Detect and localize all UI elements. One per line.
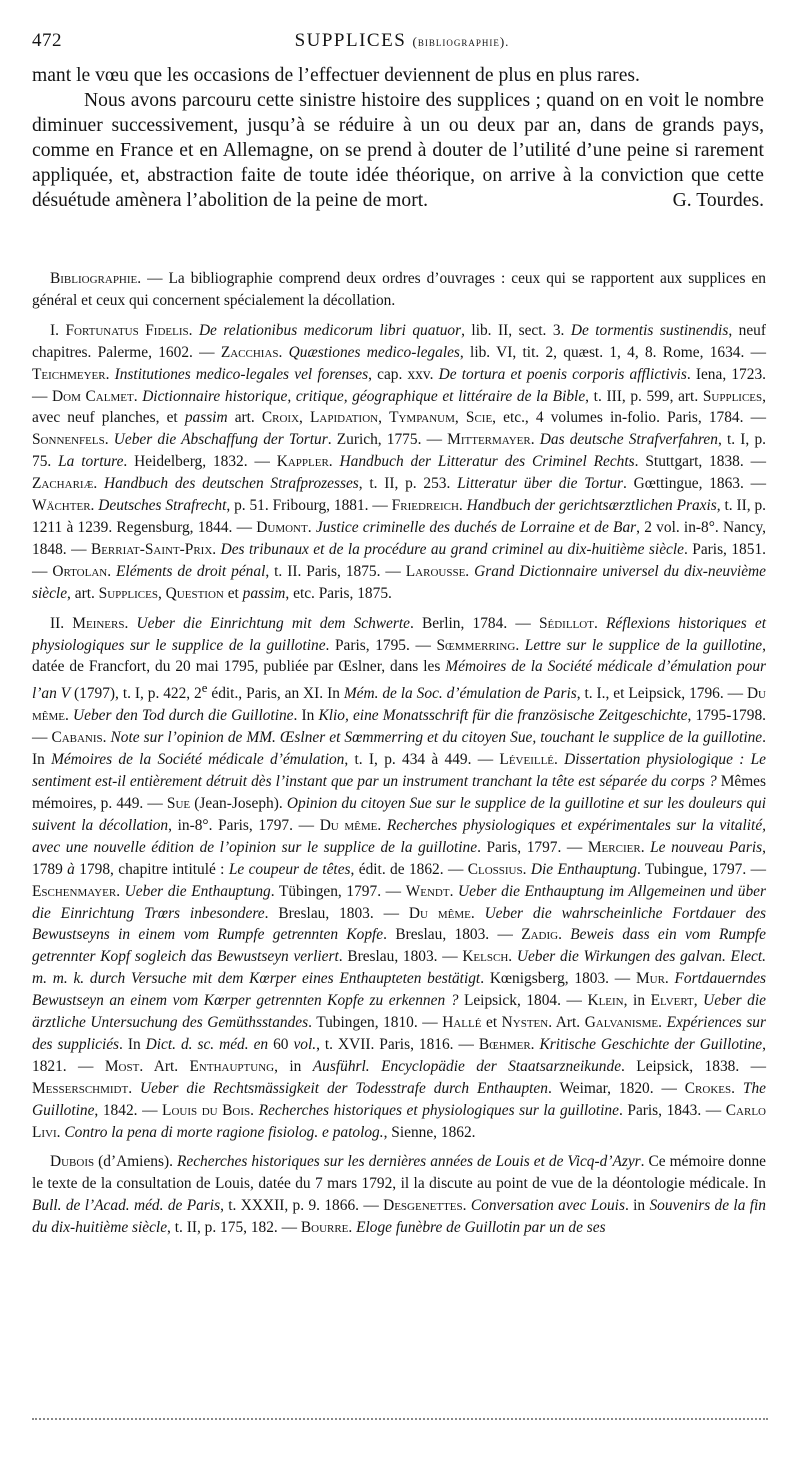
running-title bbox=[32, 30, 772, 52]
footer-dotted-rule bbox=[32, 1418, 768, 1420]
closing-text bbox=[32, 64, 764, 213]
section-2-number: II. bbox=[50, 614, 73, 632]
page-number: 472 bbox=[32, 30, 62, 51]
running-title-sub: (bibliographie). bbox=[412, 34, 510, 49]
bibliography-label: Bibliographie. bbox=[50, 270, 142, 287]
section-1-number: I. bbox=[50, 321, 66, 339]
closing-paragraph bbox=[32, 89, 764, 214]
running-header bbox=[32, 30, 772, 56]
running-title-main: SUPPLICES bbox=[294, 30, 407, 51]
closing-paragraph-text: Nous avons parcouru cette sinistre histoire des supplices ; quand on en voit le nombre diminuer successivement, jusqu’à se réduire à un ou deux par an, dans de grands pays, comme en France et en Allemagne, on se prend à douter de l’utilité d’une peine si rarement appliquée, et, abstraction faite de toute idée théorique, on arrive à la conviction que cette désuétude amènera l’abolition de la peine de mort. bbox=[32, 89, 764, 211]
bibliography-intro-text: — La bibliographie comprend deux ordres d’ouvrages : ceux qui se rapportent aux supplices en général et ceux qui concernent spécialement la décollation. bbox=[32, 270, 766, 309]
bibliography-intro bbox=[32, 268, 766, 312]
bibliography-entry-dubois: Dubois (d’Amiens). Recherches historiques sur les dernières années de Louis et de Vicq-d’Azyr. Ce mémoire donne le texte de la consultation de Louis, datée du 7 mars 1792, il la discute au point de vue de la déontologie médicale. In Bull. de l’Acad. méd. de Paris, t. XXXII, p. 9. 1866. — Desgenettes. Conversation avec Louis. in Souvenirs de la fin du dix-huitième siècle, t. II, p. 175, 182. — Bourre. Eloge funèbre de Guillotin par un de ses bbox=[32, 1153, 767, 1237]
bibliography-section-2: II. Meiners. Ueber die Einrichtung mit dem Schwerte. Berlin, 1784. — Sédillot. Réflexions historiques et physiologiques sur le supplice de la guillotine. Paris, 1795. — Sœmmerring. Lettre sur le supplice de la guillotine, datée de Francfort, du 20 mai 1795, publiée par Œslner, dans les Mémoires de la Société médicale d’émulation pour l’an V (1797), t. I, p. 422, 2e édit., Paris, an XI. In Mém. de la Soc. d’émulation de Paris, t. I., et Leipsick, 1796. — Du même. Ueber den Tod durch die Guillotine. In Klio, eine Monatsschrift für die französische Zeitgeschichte, 1795-1798. — Cabanis. Note sur l’opinion de MM. Œslner et Sœmmerring et du citoyen Sue, touchant le supplice de la guillotine. In Mémoires de la Société médicale d’émulation, t. I, p. 434 à 449. — Léveillé. Dissertation physiologique : Le sentiment est-il entièrement détruit dès l’instant que par un instrument tranchant la tête est séparée du corps ? Mêmes mémoires, p. 449. — Sue (Jean-Joseph). Opinion du citoyen Sue sur le supplice de la guillotine et sur les douleurs qui suivent la décollation, in-8°. Paris, 1797. — Du même. Recherches physiologiques et expérimentales sur la vitalité, avec une nouvelle édition de l’opinion sur le supplice de la guillotine. Paris, 1797. — Mercier. Le nouveau Paris, 1789 à 1798, chapitre intitulé : Le coupeur de têtes, édit. de 1862. — Clossius. Die Enthauptung. Tubingue, 1797. — Eschenmayer. Ueber die Enthauptung. Tübingen, 1797. — Wendt. Ueber die Enthauptung im Allgemeinen und über die Einrichtung Trœrs inbesondere. Breslau, 1803. — Du même. Ueber die wahrscheinliche Fortdauer des Bewustseyns in einem vom Rumpfe getrennten Kopfe. Breslau, 1803. — Zadig. Beweis dass ein vom Rumpfe getrennter Kopf sogleich das Bewustseyn verliert. Breslau, 1803. — Kelsch. Ueber die Wirkungen des galvan. Elect. m. m. k. durch Versuche mit dem Kœrper eines Enthaupteten bestätigt. Kœnigsberg, 1803. — Mur. Fortdauerndes Bewustseyn an einem vom Kœrper getrennten Kopfe zu erkennen ? Leipsick, 1804. — Klein, in Elvert, Ueber die ärztliche Untersuchung des Gemüthsstandes. Tubingen, 1810. — Hallé et Nysten. Art. Galvanisme. Expériences sur des suppliciés. In Dict. d. sc. méd. en 60 vol., t. XVII. Paris, 1816. — Bœhmer. Kritische Geschichte der Guillotine, 1821. — Most. Art. Enthauptung, in Ausführl. Encyclopädie der Staatsarzneikunde. Leipsick, 1838. — Messerschmidt. Ueber die Rechtsmässigkeit der Todesstrafe durch Enthaupten. Weimar, 1820. — Crokes. The Guillotine, 1842. — Louis du Bois. Recherches historiques et physiologiques sur la guillotine. Paris, 1843. — Carlo Livi. Contro la pena di morte ragione fisiolog. e patolog., Sienne, 1862. bbox=[32, 614, 767, 1141]
bibliography-section-1: I. Fortunatus Fidelis. De relationibus medicorum libri quatuor, lib. II, sect. 3. De tormentis sustinendis, neuf chapitres. Palerme, 1602. — Zacchias. Quæstiones medico-legales, lib. VI, tit. 2, quæst. 1, 4, 8. Rome, 1634. — Teichmeyer. Institutiones medico-legales vel forenses, cap. xxv. De tortura et poenis corporis afflictivis. Iena, 1723. — Dom Calmet. Dictionnaire historique, critique, géographique et littéraire de la Bible, t. III, p. 599, art. Supplices, avec neuf planches, et passim art. Croix, Lapidation, Tympanum, Scie, etc., 4 volumes in-folio. Paris, 1784. — Sonnenfels. Ueber die Abschaffung der Tortur. Zurich, 1775. — Mittermayer. Das deutsche Strafverfahren, t. I, p. 75. La torture. Heidelberg, 1832. — Kappler. Handbuch der Litteratur des Criminel Rechts. Stuttgart, 1838. — Zachariæ. Handbuch des deutschen Strafprozesses, t. II, p. 253. Litteratur über die Tortur. Gœttingue, 1863. — Wächter. Deutsches Strafrecht, p. 51. Fribourg, 1881. — Friedreich. Handbuch der gerichtsærztlichen Praxis, t. II, p. 1211 à 1239. Regensburg, 1844. — Dumont. Justice criminelle des duchés de Lorraine et de Bar, 2 vol. in-8°. Nancy, 1848. — Berriat-Saint-Prix. Des tribunaux et de la procédure au grand criminel au dix-huitième siècle. Paris, 1851. — Ortolan. Eléments de droit pénal, t. II. Paris, 1875. — Larousse. Grand Dictionnaire universel du dix-neuvième siècle, art. Supplices, Question et passim, etc. Paris, 1875. bbox=[32, 321, 767, 602]
closing-line: mant le vœu que les occasions de l’effectuer deviennent de plus en plus rares. bbox=[32, 65, 640, 86]
bibliography bbox=[32, 268, 766, 1239]
author-signature: G. Tourdes. bbox=[672, 189, 764, 211]
